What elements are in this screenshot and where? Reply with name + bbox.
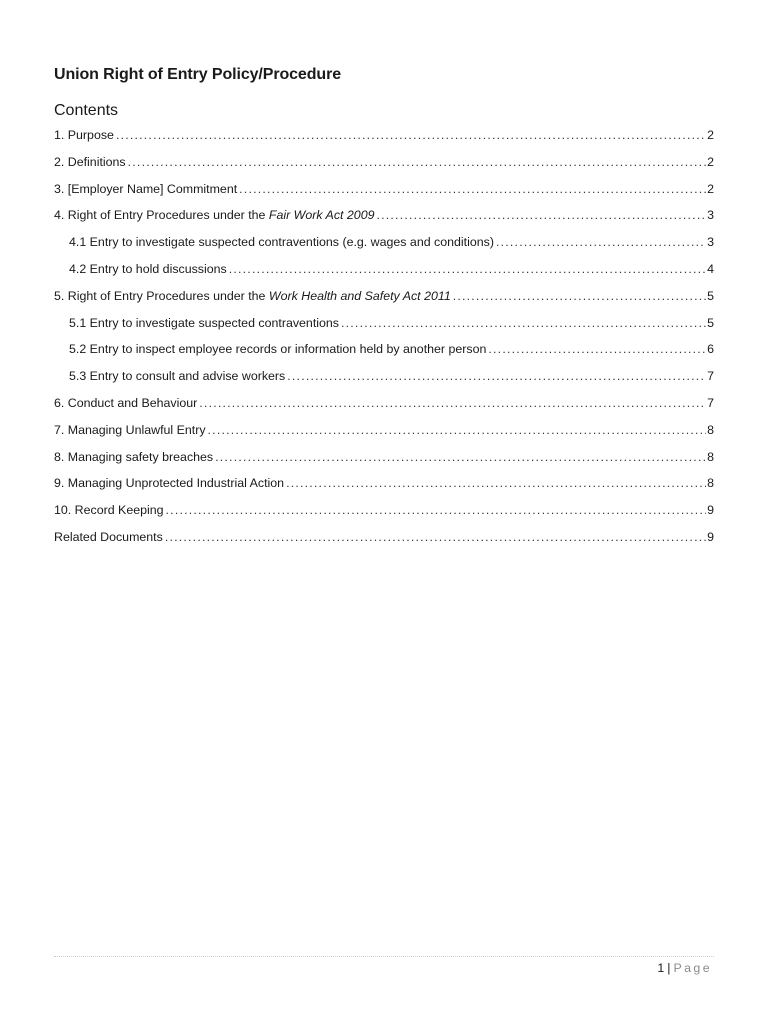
- toc-entry-label: [54, 176, 237, 203]
- toc-entry-text: 6. Conduct and Behaviour: [54, 395, 198, 410]
- toc-dot-leader: [166, 497, 707, 524]
- footer-divider: [54, 956, 714, 957]
- toc-page-number: 2: [707, 128, 714, 142]
- toc-entry-text: 5.1 Entry to investigate suspected contraventions: [69, 315, 339, 330]
- toc-dot-leader: [286, 470, 706, 497]
- toc-dot-leader: [208, 417, 707, 444]
- toc-page-number: 5: [707, 315, 714, 330]
- toc-entry-text: 4.1 Entry to investigate suspected contraventions (e.g. wages and conditions): [69, 235, 494, 250]
- toc-entry-text: 5.3 Entry to consult and advise workers: [69, 369, 286, 384]
- toc-entry-text: 4. Right of Entry Procedures under the: [54, 208, 269, 223]
- toc-entry[interactable]: [54, 363, 714, 390]
- toc-entry[interactable]: [54, 149, 714, 176]
- toc-entry[interactable]: [54, 417, 714, 444]
- toc-entry[interactable]: [54, 176, 714, 203]
- toc-entry-label: [54, 470, 284, 497]
- toc-entry-text: 8. Managing safety breaches: [54, 449, 214, 464]
- toc-dot-leader: [496, 229, 706, 256]
- footer-page-number: 1: [657, 961, 665, 975]
- toc-entry-label: [69, 336, 486, 363]
- toc-page-number: 2: [707, 154, 714, 169]
- toc-entry-text: 7. Managing Unlawful Entry: [54, 422, 206, 437]
- toc-entry[interactable]: [54, 122, 714, 149]
- toc-entry[interactable]: [54, 283, 714, 310]
- toc-entry-text: 3. [Employer Name] Commitment: [54, 181, 238, 196]
- toc-page-number: 8: [707, 476, 714, 491]
- toc-dot-leader: [376, 202, 706, 229]
- toc-entry[interactable]: [54, 336, 714, 363]
- toc-entry-text: 10. Record Keeping: [54, 503, 164, 518]
- contents-heading: Contents: [54, 102, 119, 119]
- toc-page-number: 5: [707, 288, 714, 303]
- toc-dot-leader: [199, 390, 706, 417]
- footer-page-word: Page: [673, 961, 712, 975]
- toc-entry-label: [54, 444, 213, 471]
- toc-entry-label: [54, 149, 126, 176]
- toc-entry-label: [69, 363, 285, 390]
- toc-entry-italic-text: Work Health and Safety Act 2011: [268, 288, 451, 303]
- toc-page-number: 3: [707, 235, 714, 250]
- toc-entry-label: [54, 417, 206, 444]
- toc-entry-italic-text: Fair Work Act 2009: [268, 208, 375, 223]
- toc-dot-leader: [128, 149, 706, 176]
- toc-entry-label: [54, 283, 451, 310]
- toc-page-number: 7: [707, 369, 714, 384]
- toc-entry-label: [69, 256, 227, 283]
- toc-entry-label: [54, 497, 164, 524]
- toc-page-number: 2: [707, 181, 714, 196]
- toc-entry[interactable]: [54, 497, 714, 524]
- toc-entry-text: 5. Right of Entry Procedures under the: [54, 288, 269, 303]
- toc-entry[interactable]: [54, 390, 714, 417]
- toc-entry[interactable]: [54, 470, 714, 497]
- toc-page-number: 4: [707, 261, 714, 276]
- toc-entry-text: 2. Definitions: [54, 154, 126, 169]
- toc-entry[interactable]: [54, 229, 714, 256]
- toc-entry[interactable]: [54, 444, 714, 471]
- toc-page-number: 8: [707, 422, 714, 437]
- toc-entry-text: Related Documents: [54, 529, 163, 544]
- toc-page-number: 7: [707, 395, 714, 410]
- toc-page-number: 6: [707, 342, 714, 357]
- toc-entry-label: [54, 390, 197, 417]
- toc-entry-label: [69, 229, 494, 256]
- toc-dot-leader: [488, 336, 706, 363]
- toc-page-number: 9: [707, 503, 714, 518]
- toc-entry[interactable]: [54, 202, 714, 229]
- toc-page-number: 8: [707, 449, 714, 464]
- toc-entry[interactable]: [54, 256, 714, 283]
- toc-entry[interactable]: [54, 310, 714, 337]
- page-footer: [657, 961, 712, 975]
- toc-dot-leader: [165, 524, 706, 551]
- toc-entry-label: [54, 122, 114, 149]
- toc-dot-leader: [229, 256, 706, 283]
- toc-dot-leader: [341, 310, 706, 337]
- toc-dot-leader: [239, 176, 706, 203]
- document-title: Union Right of Entry Policy/Procedure: [54, 66, 341, 83]
- toc-page-number: 3: [707, 208, 714, 223]
- toc-dot-leader: [215, 444, 706, 471]
- footer-separator: |: [667, 961, 671, 975]
- toc-entry-label: [69, 310, 339, 337]
- toc-dot-leader: [287, 363, 706, 390]
- toc-entry-text: 4.2 Entry to hold discussions: [69, 261, 227, 276]
- toc-entry-text: 1. Purpose: [54, 128, 114, 142]
- toc-page-number: 9: [707, 529, 714, 544]
- toc-dot-leader: [116, 122, 706, 149]
- table-of-contents: [54, 122, 714, 551]
- toc-dot-leader: [453, 283, 706, 310]
- toc-entry[interactable]: [54, 524, 714, 551]
- toc-entry-text: 9. Managing Unprotected Industrial Action: [54, 476, 285, 491]
- toc-entry-label: [54, 524, 163, 551]
- toc-entry-label: [54, 202, 374, 229]
- toc-entry-text: 5.2 Entry to inspect employee records or information held by another person: [69, 342, 487, 357]
